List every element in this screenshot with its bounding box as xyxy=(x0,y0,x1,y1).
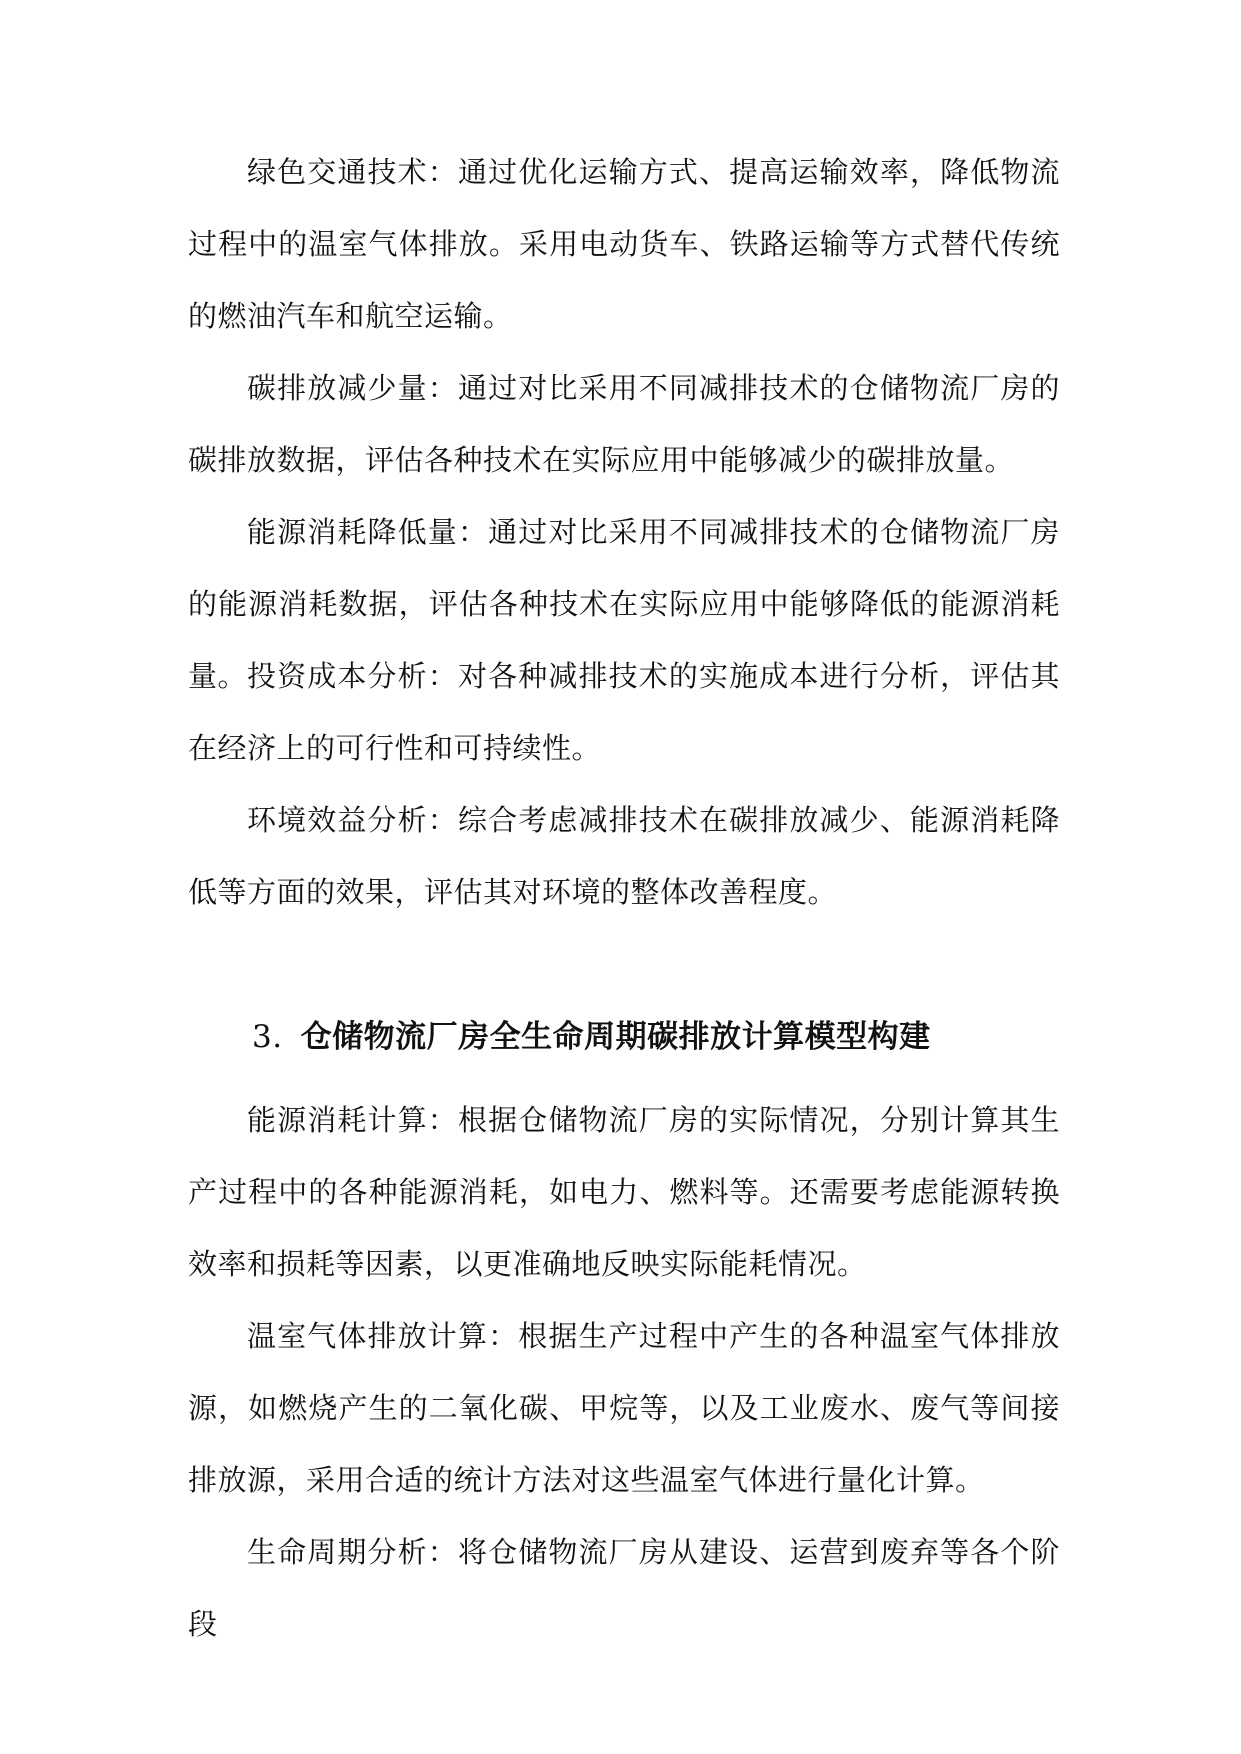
section-number: 3. xyxy=(252,1019,283,1055)
paragraph-green-transport: 绿色交通技术：通过优化运输方式、提高运输效率，降低物流过程中的温室气体排放。采用电动货车、铁路运输等方式替代传统的燃油汽车和航空运输。 xyxy=(188,155,1060,333)
paragraph-investment-cost: 投资成本分析：对各种减排技术的实施成本进行分析，评估其在经济上的可行性和可持续性。 xyxy=(188,659,1060,765)
section-heading xyxy=(252,1013,931,1061)
paragraph-environmental-benefit: 环境效益分析：综合考虑减排技术在碳排放减少、能源消耗降低等方面的效果，评估其对环境的整体改善程度。 xyxy=(188,803,1060,909)
paragraph-energy-calculation: 能源消耗计算：根据仓储物流厂房的实际情况，分别计算其生产过程中的各种能源消耗，如电力、燃料等。还需要考虑能源转换效率和损耗等因素，以更准确地反映实际能耗情况。 xyxy=(188,1103,1060,1281)
paragraph-energy-reduction: 能源消耗降低量：通过对比采用不同减排技术的仓储物流厂房的能源消耗数据，评估各种技术在实际应用中能够降低的能源消耗量。 xyxy=(188,515,1060,693)
paragraph-carbon-reduction: 碳排放减少量：通过对比采用不同减排技术的仓储物流厂房的碳排放数据，评估各种技术在实际应用中能够减少的碳排放量。 xyxy=(188,371,1060,477)
section-title: 仓储物流厂房全生命周期碳排放计算模型构建 xyxy=(300,1019,931,1055)
paragraph-ghg-calculation: 温室气体排放计算：根据生产过程中产生的各种温室气体排放源，如燃烧产生的二氧化碳、甲烷等，以及工业废水、废气等间接排放源，采用合适的统计方法对这些温室气体进行量化计算。 xyxy=(188,1319,1060,1497)
paragraph-lifecycle-analysis: 生命周期分析：将仓储物流厂房从建设、运营到废弃等各个阶段 xyxy=(188,1535,1060,1641)
